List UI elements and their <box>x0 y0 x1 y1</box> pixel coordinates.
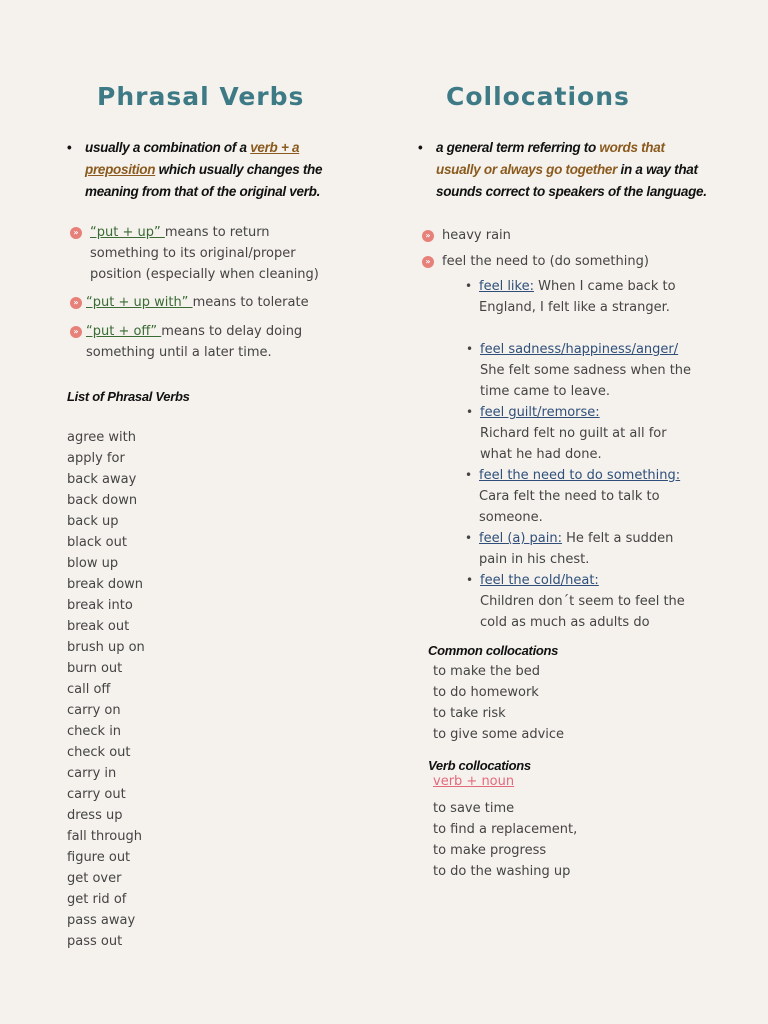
list-item: break out <box>67 619 130 634</box>
collocations-title: Collocations <box>446 82 630 111</box>
feel-sub-item: • feel like: When I came back to England, I felt like a stranger. <box>479 276 709 318</box>
list-item: check in <box>67 724 122 739</box>
list-item: back down <box>67 493 138 508</box>
list-item: apply for <box>67 451 125 466</box>
list-item: get over <box>67 871 122 886</box>
feel-sub-item: • feel sadness/happiness/anger/ She felt some sadness when the time came to leave. <box>480 339 710 402</box>
verb-collocations-list <box>433 798 577 882</box>
feel-sub-item: • feel the need to do something: Cara felt the need to talk to someone. <box>479 465 709 528</box>
example-put-up: » “put + up” means to return something to its original/proper position (especially when cleaning) <box>90 222 319 285</box>
list-item: pass away <box>67 913 136 928</box>
list-item: break down <box>67 577 144 592</box>
list-item: check out <box>67 745 131 760</box>
list-item: to find a replacement, <box>433 822 578 837</box>
list-item: back away <box>67 472 137 487</box>
collocation-example: » feel the need to (do something) <box>442 251 649 272</box>
list-heading: List of Phrasal Verbs <box>67 389 190 404</box>
list-item: agree with <box>67 430 136 445</box>
double-chevron-right-icon: » <box>422 230 434 242</box>
list-item: to do homework <box>433 685 539 700</box>
list-item: carry in <box>67 766 117 781</box>
example-put-up-with: » “put + up with” means to tolerate <box>86 292 309 313</box>
list-item: break into <box>67 598 133 613</box>
list-item: carry on <box>67 703 121 718</box>
double-chevron-right-icon: » <box>70 297 82 309</box>
phrasal-verb-list <box>67 427 145 952</box>
list-item: call off <box>67 682 111 697</box>
collocations-definition: • a general term referring to words that usually or always go together in a way that sounds correct to speakers of the language. <box>436 137 736 203</box>
bullet-icon: • <box>465 279 473 293</box>
feel-sub-item: • feel guilt/remorse: Richard felt no guilt at all for what he had done. <box>480 402 710 465</box>
list-item: fall through <box>67 829 142 844</box>
feel-sub-item: • feel (a) pain: He felt a sudden pain in his chest. <box>479 528 709 570</box>
bullet-icon: • <box>466 405 474 419</box>
list-item: carry out <box>67 787 126 802</box>
list-item: black out <box>67 535 127 550</box>
list-item: to give some advice <box>433 727 565 742</box>
bullet-icon: • <box>466 573 474 587</box>
bullet-icon: • <box>67 140 72 155</box>
double-chevron-right-icon: » <box>70 227 82 239</box>
list-item: burn out <box>67 661 123 676</box>
double-chevron-right-icon: » <box>422 256 434 268</box>
verb-collocations-heading: Verb collocations <box>428 758 531 773</box>
feel-sub-item: • feel the cold/heat: Children don´t seem to feel the cold as much as adults do <box>480 570 710 633</box>
list-item: get rid of <box>67 892 127 907</box>
bullet-icon: • <box>466 342 474 356</box>
bullet-icon: • <box>465 468 473 482</box>
list-item: back up <box>67 514 119 529</box>
common-collocations-heading: Common collocations <box>428 643 559 658</box>
list-item: to make the bed <box>433 664 540 679</box>
phrasal-verbs-definition: • usually a combination of a verb + a preposition which usually changes the meaning from that of the original verb. <box>85 137 335 203</box>
bullet-icon: • <box>418 140 423 155</box>
verb-noun-subheading: verb + noun <box>433 774 515 789</box>
list-item: figure out <box>67 850 131 865</box>
list-item: to do the washing up <box>433 864 571 879</box>
common-collocations-list <box>433 661 564 745</box>
list-item: pass out <box>67 934 123 949</box>
phrasal-verbs-title: Phrasal Verbs <box>97 82 305 111</box>
bullet-icon: • <box>465 531 473 545</box>
list-item: to make progress <box>433 843 547 858</box>
list-item: brush up on <box>67 640 145 655</box>
double-chevron-right-icon: » <box>70 326 82 338</box>
list-item: to take risk <box>433 706 506 721</box>
list-item: to save time <box>433 801 515 816</box>
example-put-off: » “put + off” means to delay doing something until a later time. <box>86 321 302 363</box>
list-item: blow up <box>67 556 119 571</box>
list-item: dress up <box>67 808 123 823</box>
collocation-example: » heavy rain <box>442 225 511 246</box>
